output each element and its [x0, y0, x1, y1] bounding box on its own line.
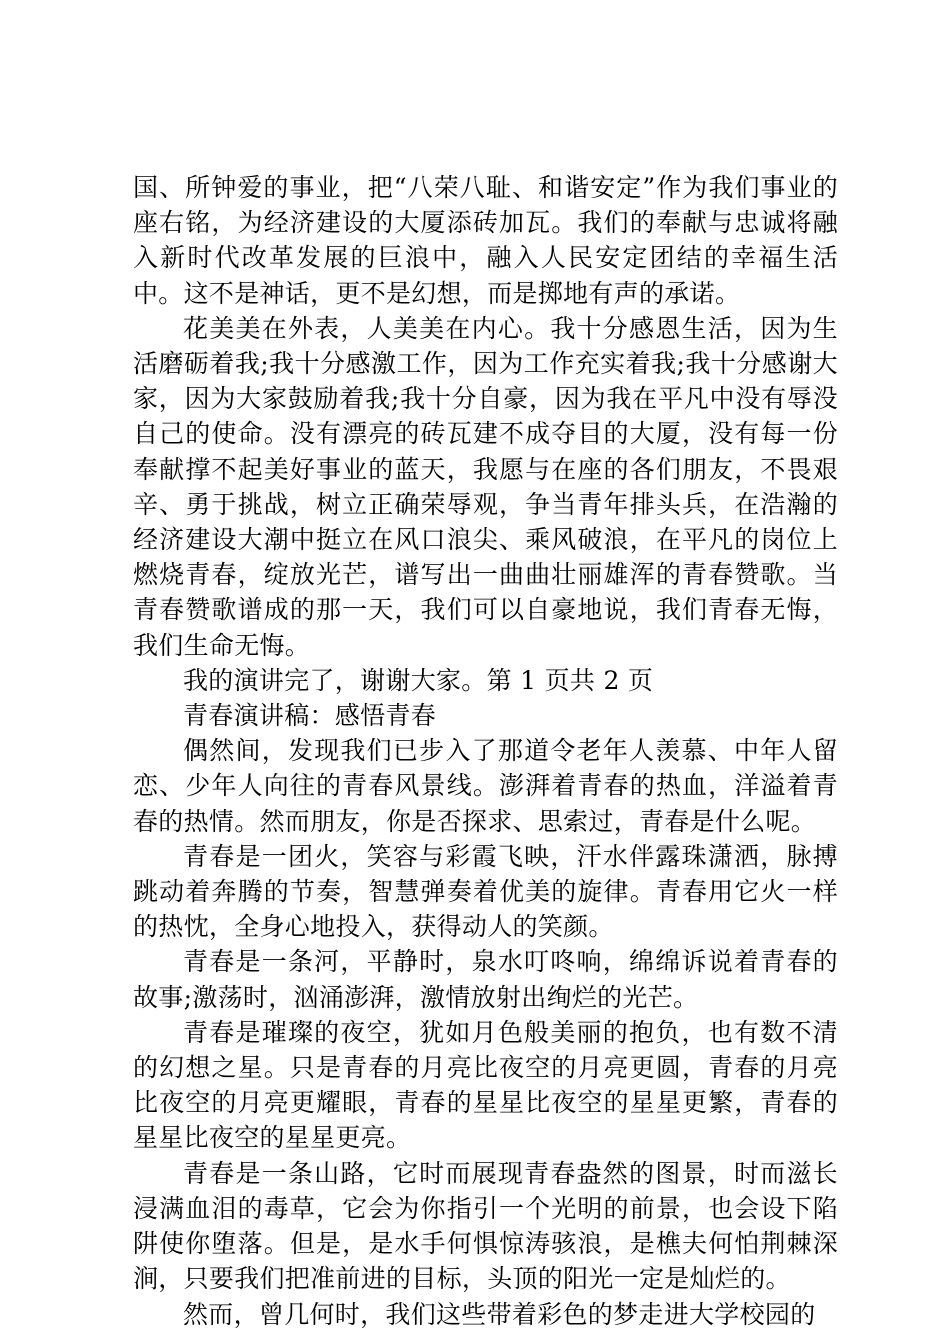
paragraph-8: 青春是璀璨的夜空，犹如月色般美丽的抱负，也有数不清的幻想之星。只是青春的月亮比夜空的月亮更圆，青春的月亮比夜空的月亮更耀眼，青春的星星比夜空的星星更繁，青春的星星比夜空的星星更亮。	[133, 1017, 838, 1153]
page-footer-line: 我的演讲完了，谢谢大家。第 1 页共 2 页	[183, 665, 654, 695]
paragraph-2: 花美美在外表，人美美在内心。我十分感恩生活，因为生活磨砺着我;我十分感激工作，因为工作充实着我;我十分感谢大家，因为大家鼓励着我;我十分自豪，因为我在平凡中没有辱没自己的使命。没有漂亮的砖瓦建不成夺目的大厦，没有每一份奉献撑不起美好事业的蓝天，我愿与在座的各们朋友，不畏艰辛、勇于挑战，树立正确荣辱观，争当青年排头兵，在浩瀚的经济建设大潮中挺立在风口浪尖、乘风破浪，在平凡的岗位上燃烧青春，绽放光芒，谱写出一曲曲壮丽雄浑的青春赞歌。当青春赞歌谱成的那一天，我们可以自豪地说，我们青春无悔，我们生命无悔。	[133, 313, 838, 660]
paragraph-5: 偶然间，发现我们已步入了那道令老年人羡慕、中年人留恋、少年人向往的青春风景线。澎湃着青春的热血，洋溢着青春的热情。然而朋友，你是否探求、思索过，青春是什么呢。	[133, 736, 838, 836]
section-title: 青春演讲稿：感悟青春	[183, 701, 437, 731]
paragraph-1: 国、所钟爱的事业，把“八荣八耻、和谐安定”作为我们事业的座右铭，为经济建设的大厦添砖加瓦。我们的奉献与忠诚将融入新时代改革发展的巨浪中，融入人民安定团结的幸福生活中。这不是神话，更不是幻想，而是掷地有声的承诺。	[133, 173, 838, 308]
document-page	[133, 170, 838, 1332]
paragraph-10: 然而，曾几何时，我们这些带着彩色的梦走进大学校园的	[183, 1299, 816, 1329]
paragraph-6: 青春是一团火，笑容与彩霞飞映，汗水伴露珠潇洒，脉搏跳动着奔腾的节奏，智慧弹奏着优美的旋律。青春用它火一样的热忱，全身心地投入，获得动人的笑颜。	[133, 841, 838, 942]
paragraph-9: 青春是一条山路，它时而展现青春盎然的图景，时而滋长浸满血泪的毒草，它会为你指引一个光明的前景，也会设下陷阱使你堕落。但是，是水手何惧惊涛骇浪，是樵夫何怕荆棘深涧，只要我们把准前进的目标，头顶的阳光一定是灿烂的。	[133, 1158, 838, 1294]
paragraph-7: 青春是一条河，平静时，泉水叮咚响，绵绵诉说着青春的故事;激荡时，汹涌澎湃，激情放射出绚烂的光芒。	[133, 947, 838, 1012]
